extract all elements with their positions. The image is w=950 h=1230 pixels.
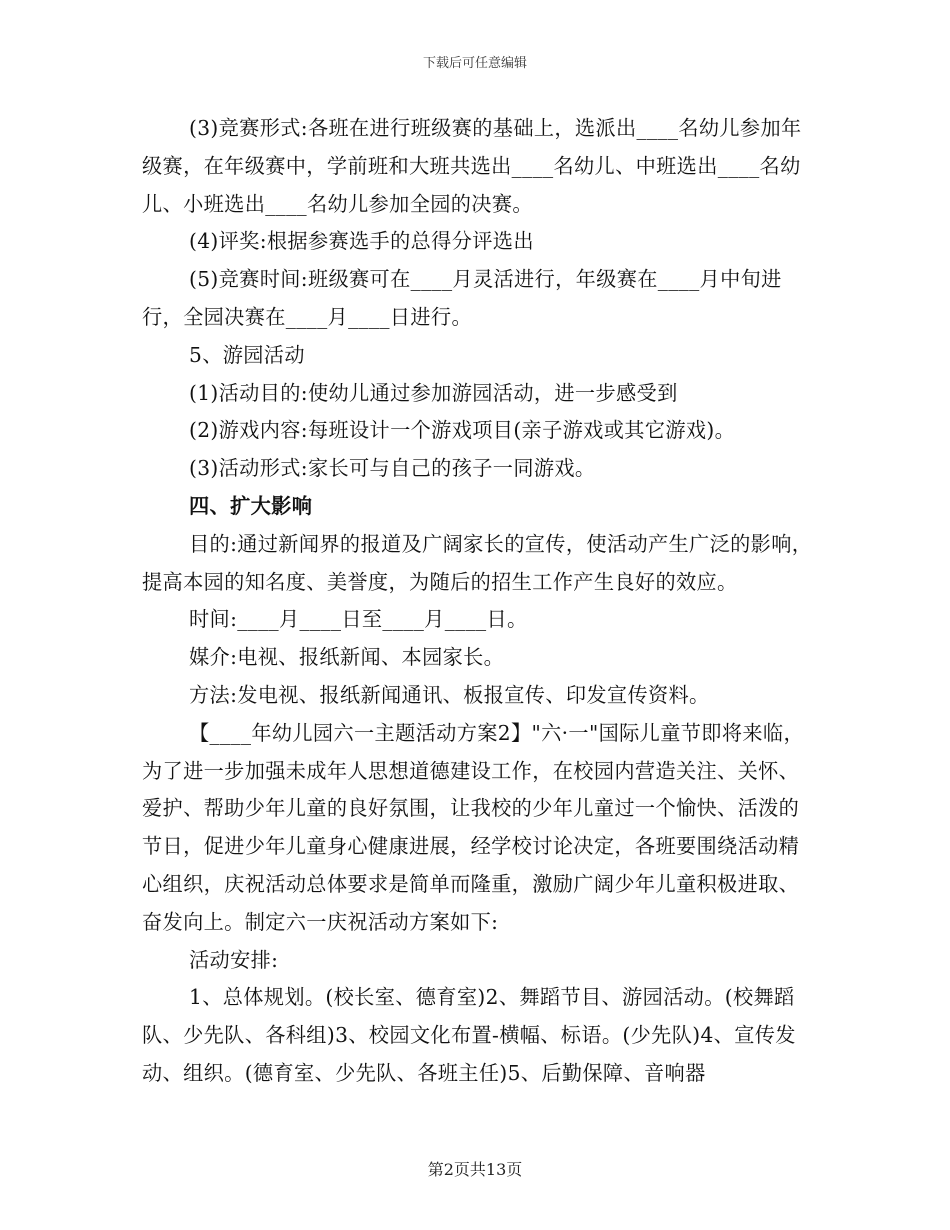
- paragraph-competition-format: (3)竞赛形式:各班在进行班级赛的基础上，选派出____名幼儿参加年级赛，在年级赛中，学前班和大班共选出____名幼儿、中班选出____名幼儿、小班选出____名幼儿参加全园的决赛。: [142, 116, 802, 216]
- paragraph-media: 媒介:电视、报纸新闻、本园家长。: [189, 645, 505, 670]
- paragraph-method: 方法:发电视、报纸新闻通讯、板报宣传、印发宣传资料。: [189, 682, 710, 707]
- paragraph-activity-purpose: (1)活动目的:使幼儿通过参加游园活动，进一步感受到: [189, 380, 678, 405]
- paragraph-awards: (4)评奖:根据参赛选手的总得分评选出: [189, 229, 534, 254]
- section-heading-expand-influence: 四、扩大影响: [189, 493, 313, 518]
- paragraph-competition-time: (5)竞赛时间:班级赛可在____月灵活进行，年级赛在____月中旬进行，全园决赛在____月____日进行。: [142, 267, 782, 329]
- paragraph-goal: 目的:通过新闻界的报道及广阔家长的宣传，使活动产生广泛的影响，提高本园的知名度、美誉度，为随后的招生工作产生良好的效应。: [142, 531, 813, 594]
- document-body: [142, 110, 817, 1093]
- page-number: 第2页共13页: [427, 1160, 523, 1179]
- paragraph-activity-arrangement: 活动安排:: [189, 947, 279, 972]
- paragraph-time: 时间:____月____日至____月____日。: [189, 607, 528, 632]
- paragraph-plan-2-intro: 【____年幼儿园六一主题活动方案2】"六·一"国际儿童节即将来临，为了进一步加强未成年人思想道德建设工作，在校园内营造关注、关怀、爱护、帮助少年儿童的良好氛围，让我校的少年儿童过一个愉快、活泼的节日，促进少年儿童身心健康进展，经学校讨论决定，各班要围绕活动精心组织，庆祝活动总体要求是简单而隆重，激励广阔少年儿童积极进取、奋发向上。制定六一庆祝活动方案如下:: [142, 720, 804, 934]
- paragraph-activity-format: (3)活动形式:家长可与自己的孩子一同游戏。: [189, 456, 596, 481]
- paragraph-overall-planning: 1、总体规划。(校长室、德育室)2、舞蹈节目、游园活动。(校舞蹈队、少先队、各科组)3、校园文化布置-横幅、标语。(少先队)4、宣传发动、组织。(德育室、少先队、各班主任)5、后勤保障、音响器: [142, 985, 796, 1085]
- paragraph-game-content: (2)游戏内容:每班设计一个游戏项目(亲子游戏或其它游戏)。: [189, 418, 736, 443]
- section-heading-garden-activity: 5、游园活动: [189, 342, 305, 367]
- page-header: 下载后可任意编辑: [422, 56, 527, 71]
